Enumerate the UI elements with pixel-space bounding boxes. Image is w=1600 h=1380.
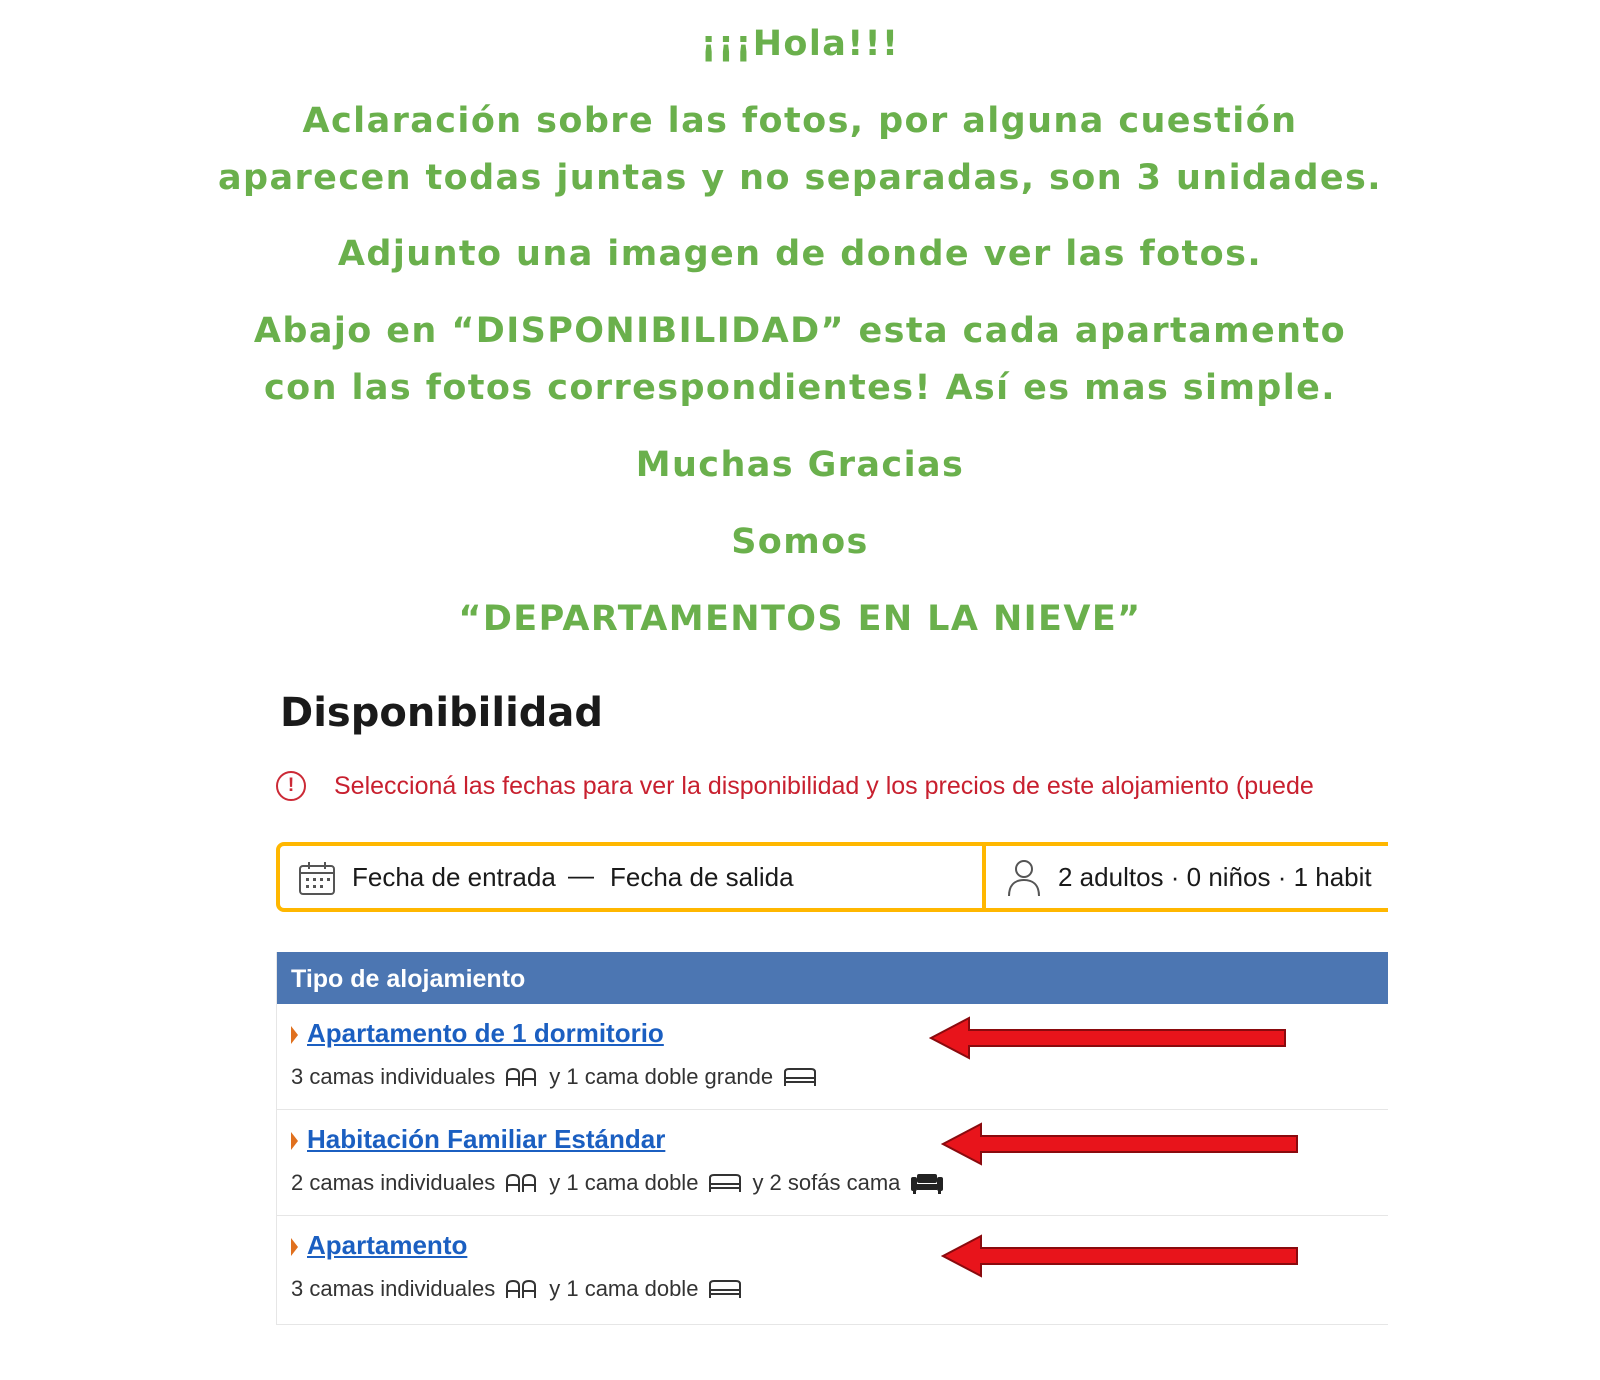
room-type-table [276, 952, 1388, 1325]
sofa-bed-icon [910, 1172, 944, 1194]
availability-screenshot [276, 690, 1388, 1350]
twin-beds-icon [505, 1278, 539, 1300]
calendar-icon [298, 860, 336, 896]
bed-text: y 1 cama doble [549, 1276, 699, 1301]
room-link-apartment[interactable]: Apartamento [307, 1230, 468, 1260]
person-icon [1006, 858, 1042, 898]
date-notice [276, 770, 1388, 806]
bed-text: 2 camas individuales [291, 1170, 496, 1195]
red-arrow-icon [929, 1016, 1289, 1060]
photos-note-line-1: Aclaración sobre las fotos, por alguna cuestión [302, 101, 1298, 141]
caret-icon [291, 1238, 298, 1256]
bed-details [291, 1170, 944, 1196]
search-bar [276, 842, 1388, 912]
caret-icon [291, 1026, 298, 1044]
bed-details [291, 1276, 742, 1302]
bed-text: 3 camas individuales [291, 1276, 496, 1301]
attach-note: Adjunto una imagen de donde ver las fotos. [337, 234, 1263, 274]
room-row [277, 1004, 1388, 1110]
red-arrow-icon [941, 1122, 1301, 1166]
room-type-column-header: Tipo de alojamiento [291, 965, 526, 993]
double-bed-icon [783, 1066, 817, 1088]
check-out-label: Fecha de salida [610, 862, 794, 892]
availability-note [0, 303, 1600, 417]
room-link-family-room[interactable]: Habitación Familiar Estándar [307, 1124, 666, 1154]
guests-field[interactable] [986, 846, 1388, 908]
greeting-title: ¡¡¡Hola!!! [700, 24, 900, 64]
red-arrow-icon [941, 1234, 1301, 1278]
alert-icon: ! [276, 771, 306, 801]
photos-note-line-2: aparecen todas juntas y no separadas, son 3 unidades. [218, 158, 1382, 198]
twin-beds-icon [505, 1066, 539, 1088]
we-are-text: Somos [731, 522, 869, 562]
date-notice-text: Seleccioná las fechas para ver la disponibilidad y los precios de este alojamiento (puede [334, 772, 1314, 800]
availability-note-line-2: con las fotos correspondientes! Así es mas simple. [264, 368, 1336, 408]
date-separator: — [568, 860, 594, 890]
availability-heading: Disponibilidad [280, 690, 604, 736]
room-row [277, 1216, 1388, 1322]
table-header [277, 952, 1388, 1004]
availability-note-line-1: Abajo en “DISPONIBILIDAD” esta cada apartamento [253, 311, 1347, 351]
thanks-text: Muchas Gracias [635, 445, 965, 485]
bed-text: y 2 sofás cama [752, 1170, 901, 1195]
room-link-apartment-1-bedroom[interactable]: Apartamento de 1 dormitorio [307, 1018, 664, 1048]
guests-label: 2 adultos · 0 niños · 1 habit [1058, 862, 1372, 892]
photos-note [0, 93, 1600, 207]
double-bed-icon [708, 1278, 742, 1300]
bed-text: y 1 cama doble grande [549, 1064, 774, 1089]
bed-details [291, 1064, 817, 1090]
brand-name: “DEPARTAMENTOS EN LA NIEVE” [458, 599, 1142, 639]
bed-text: 3 camas individuales [291, 1064, 496, 1089]
check-in-label: Fecha de entrada [352, 862, 556, 892]
date-range-field[interactable] [280, 846, 982, 908]
room-row [277, 1110, 1388, 1216]
twin-beds-icon [505, 1172, 539, 1194]
caret-icon [291, 1132, 298, 1150]
double-bed-icon [708, 1172, 742, 1194]
bed-text: y 1 cama doble [549, 1170, 699, 1195]
